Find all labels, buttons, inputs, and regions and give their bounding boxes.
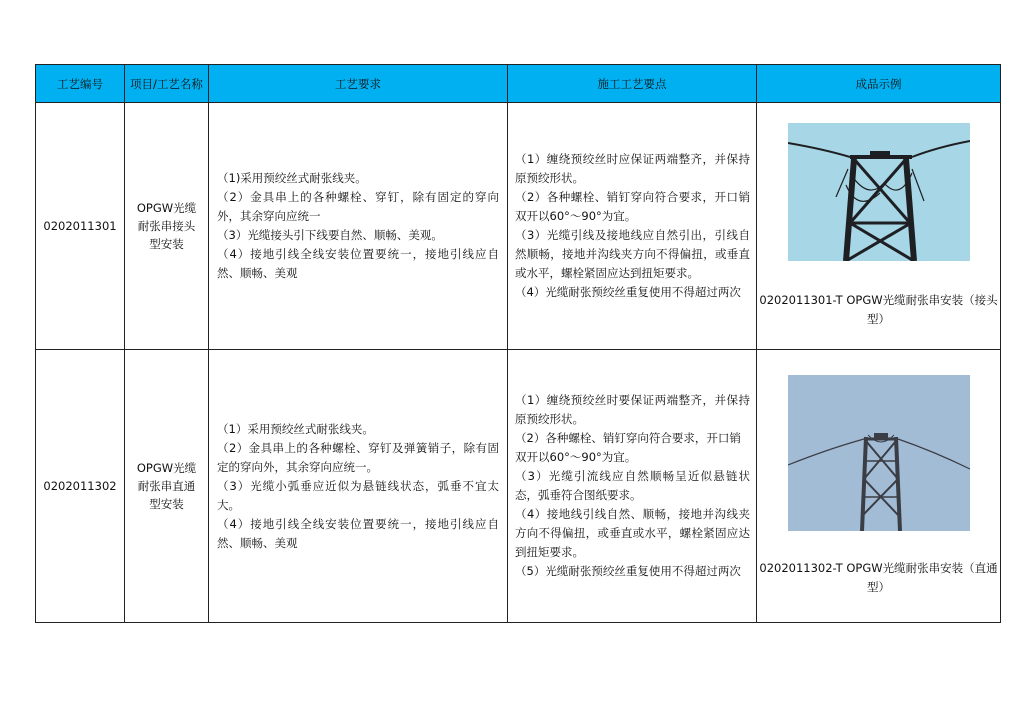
header-process-id: 工艺编号 <box>36 65 125 103</box>
table-row <box>36 103 1001 350</box>
requirements-cell <box>209 350 508 623</box>
requirement-line: （2）金具串上的各种螺栓、穿钉，除有固定的穿向外，其余穿向应统一 <box>217 190 499 223</box>
table-header-row <box>36 65 1001 103</box>
point-line: （2）各种螺栓、销钉穿向符合要求，开口销 <box>515 431 741 445</box>
point-line: （1）缠绕预绞丝时应保证两端整齐，并保持原预绞形状。 <box>515 152 750 185</box>
point-line: （4）光缆耐张预绞丝重复使用不得超过两次 <box>515 285 741 299</box>
requirement-line: （2）金具串上的各种螺栓、穿钉及弹簧销子，除有固定的穿向外，其余穿向应统一。 <box>217 440 499 474</box>
requirements-cell <box>209 103 508 350</box>
header-requirements: 工艺要求 <box>209 65 508 103</box>
requirement-line: （3）光缆小弧垂应近似为悬链线状态，弧垂不宜太大。 <box>217 478 499 512</box>
example-cell <box>757 103 1001 350</box>
point-line: （3）光缆引线及接地线应自然引出，引线自然顺畅，接地并沟线夹方向不得偏扭，或垂直或水平，螺栓紧固应达到扭矩要求。 <box>515 228 750 280</box>
item-name: OPGW光缆耐张串直通型安装 <box>125 350 209 623</box>
requirement-line: （1）采用预绞丝式耐张线夹。 <box>217 421 374 436</box>
header-item-name: 项目/工艺名称 <box>125 65 209 103</box>
example-cell <box>757 350 1001 623</box>
point-line: （4）接地线引线自然、顺畅，接地并沟线夹方向不得偏扭，或垂直或水平，螺栓紧固应达到扭矩要求。 <box>515 507 750 559</box>
points-cell <box>508 350 757 623</box>
process-spec-table <box>35 64 1001 623</box>
requirement-line: （4）接地引线全线安装位置要统一，接地引线应自然、顺畅、美观 <box>217 247 499 280</box>
point-line: （2）各种螺栓、销钉穿向符合要求，开口销双开以60°～90°为宜。 <box>515 190 750 223</box>
item-name: OPGW光缆耐张串接头型安装 <box>125 103 209 350</box>
process-id: 0202011302 <box>36 350 125 623</box>
example-caption: 0202011301-T OPGW光缆耐张串安装（接头型） <box>759 293 998 326</box>
header-construction-points: 施工工艺要点 <box>508 65 757 103</box>
requirement-line: （3）光缆接头引下线要自然、顺畅、美观。 <box>217 228 443 242</box>
tower-photo-straight <box>788 375 970 531</box>
point-line: （1）缠绕预绞丝时要保证两端整齐，并保持原预绞形状。 <box>515 393 750 426</box>
requirement-line: （4）接地引线全线安装位置要统一，接地引线应自然、顺畅、美观 <box>217 516 499 550</box>
table-row <box>36 350 1001 623</box>
header-example: 成品示例 <box>757 65 1001 103</box>
points-cell <box>508 103 757 350</box>
example-caption: 0202011302-T OPGW光缆耐张串安装（直通型） <box>759 561 998 594</box>
process-id: 0202011301 <box>36 103 125 350</box>
point-line: 双开以60°～90°为宜。 <box>515 450 637 464</box>
point-line: （3）光缆引流线应自然顺畅呈近似悬链状态，弧垂符合图纸要求。 <box>515 469 750 502</box>
requirement-line: （1)采用预绞丝式耐张线夹。 <box>217 171 367 185</box>
tower-photo-junction <box>788 123 970 261</box>
point-line: （5）光缆耐张预绞丝重复使用不得超过两次 <box>515 564 741 578</box>
